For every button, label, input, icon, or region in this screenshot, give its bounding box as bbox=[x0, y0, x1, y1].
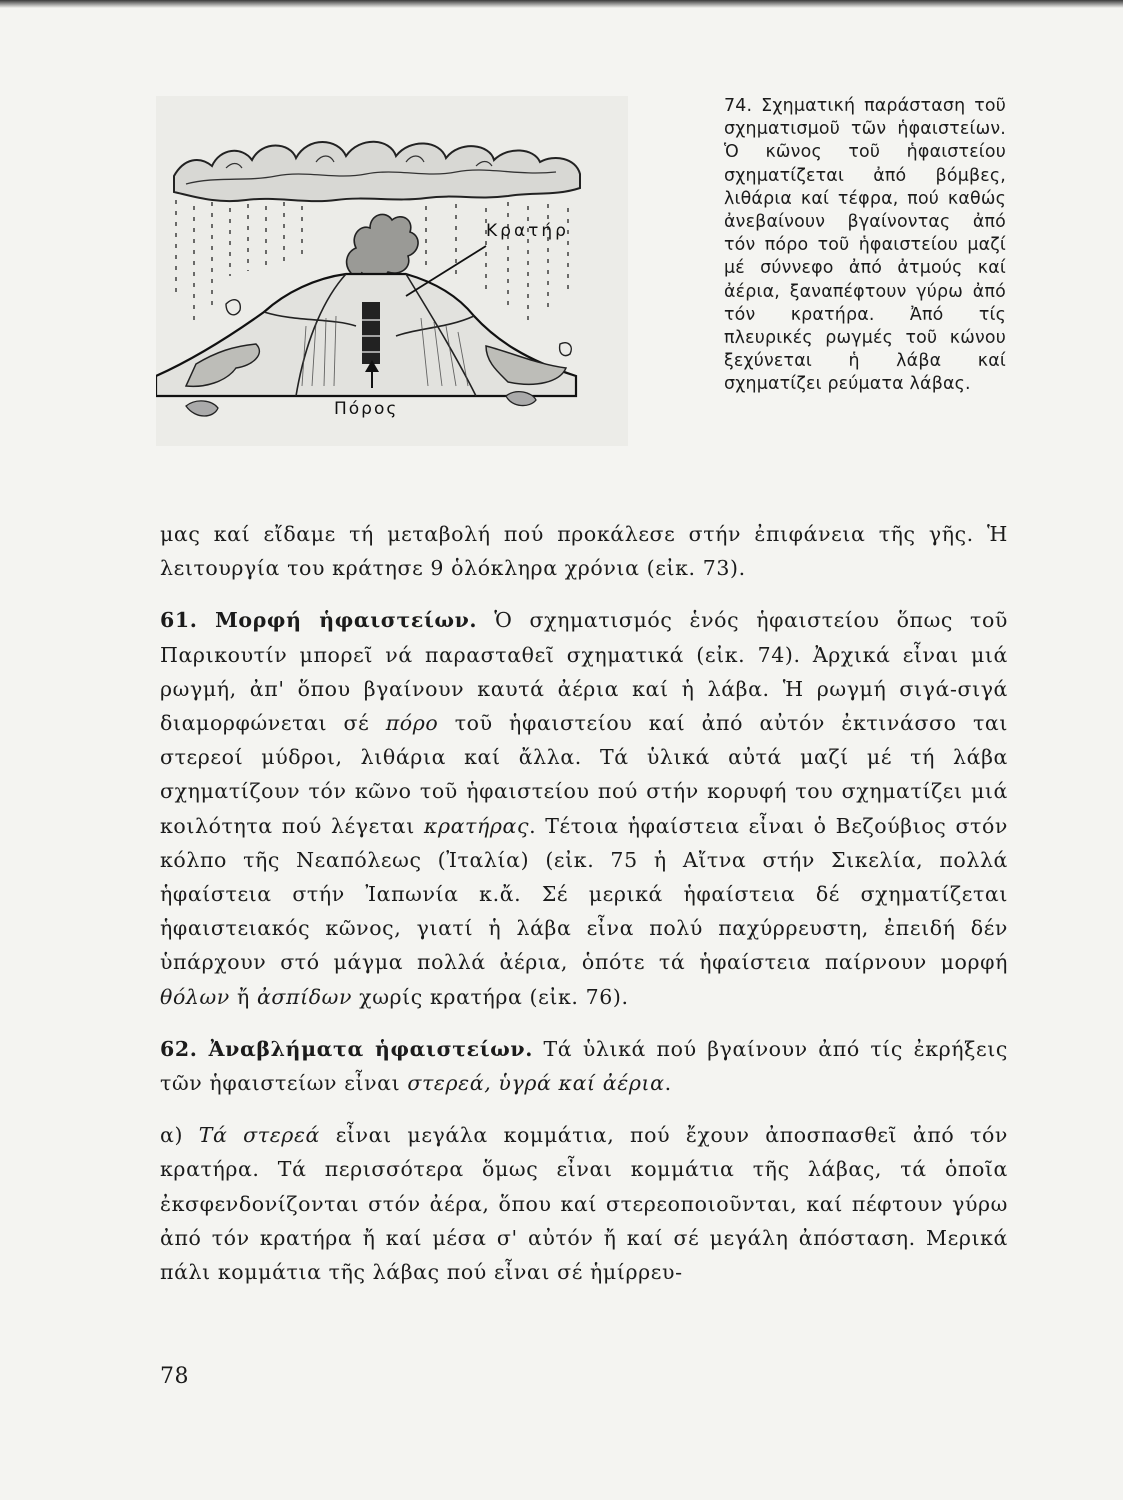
section-62 bbox=[160, 1032, 1008, 1100]
crater-pointer bbox=[406, 246, 486, 296]
section-62-text: . bbox=[664, 1071, 672, 1096]
term-states: στερεά, ὑγρά καί ἀέρια bbox=[407, 1071, 665, 1096]
term-poros: πόρο bbox=[385, 711, 439, 736]
body-text bbox=[160, 517, 1008, 1289]
paragraph-alpha-text: εἶναι μεγάλα κομμάτια, πού ἔχουν ἀποσπασθεῖ ἀπό τόν κρατήρα. Τά περισσότερα ὅμως εἶναι κομμάτια τῆς λάβας, τά ὁποῖα ἐκσφενδονίζονται στόν ἀέρα, ὅπου καί στερεοποιοῦνται, καί πέφτουν γύρω ἀπό τόν κρατήρα ἤ καί μέσα σ' αὐτόν ἤ καί σέ μεγάλη ἀπόσταση. Μερικά πάλι κομμάτια τῆς λάβας πού εἶναι σέ ἡμίρρευ- bbox=[160, 1123, 1008, 1285]
scan-top-edge bbox=[0, 0, 1123, 8]
paragraph-alpha-marker: α) bbox=[160, 1123, 199, 1148]
figure-caption: 74. Σχηματική παράσταση τοῦ σχηματισμοῦ τῶν ἡφαιστείων. Ὁ κῶνος τοῦ ἡφαιστείου σχηματίζεται ἀπό βόμβες, λιθάρια καί τέφρα, πού καθώς ἀνεβαίνουν βγαίνοντας ἀπό τόν πόρο τοῦ ἡφαιστείου μαζί μέ σύννεφο ἀπό ἀτμούς καί ἀέρια, ξαναπέφτουν γύρω ἀπό τόν κρατήρα. Ἀπό τίς πλευρικές ρωγμές τοῦ κώνου ξεχύνεται ἡ λάβα καί σχηματίζει ρεύματα λάβας. bbox=[724, 96, 1006, 395]
eruption-plume bbox=[347, 214, 418, 280]
section-61 bbox=[160, 603, 1008, 1013]
term-tholon: θόλων bbox=[160, 984, 230, 1009]
volcano-diagram bbox=[156, 96, 628, 446]
term-solids: Τά στερεά bbox=[198, 1123, 320, 1148]
pore-label: Πόρος bbox=[334, 399, 399, 419]
section-61-heading: 61. Μορφή ἡφαιστείων. bbox=[160, 608, 478, 633]
section-62-text: Τά ὑλικά πού βγαίνουν ἀπό τίς ἐκρήξεις τῶν ἡφαιστείων εἶναι bbox=[160, 1036, 1008, 1096]
section-61-text: ἤ bbox=[229, 984, 257, 1009]
volcano-conduit bbox=[362, 302, 380, 364]
crater-label: Κρατήρ bbox=[486, 221, 569, 241]
paragraph-alpha bbox=[160, 1118, 1008, 1289]
section-61-text: τοῦ ἡφαιστείου καί ἀπό αὐτόν ἐκτινάσσο ται στερεοί μύδροι, λιθάρια καί ἄλλα. Τά ὑλικά αὐτά μαζί μέ τή λάβα σχηματίζουν τόν κῶνο τοῦ ἡφαιστείου πού στήν κορυφή του σχηματίζει μιά κοιλότητα πού λέγεται bbox=[160, 711, 1008, 838]
paragraph-continued: μας καί εἴδαμε τή μεταβολή πού προκάλεσε στήν ἐπιφάνεια τῆς γῆς. Ἡ λειτουργία του κράτησε 9 ὁλόκληρα χρόνια (εἰκ. 73). bbox=[160, 522, 1008, 581]
section-61-text: χωρίς κρατήρα (εἰκ. 76). bbox=[352, 984, 629, 1009]
section-61-text: . Τέτοια ἡφαίστεια εἶναι ὁ Βεζούβιος στόν κόλπο τῆς Νεαπόλεως (Ἰταλία) (εἰκ. 75 ἡ Αἴτνα στήν Σικελία, πολλά ἡφαίστεια στήν Ἰαπωνία κ.ἄ. Σέ μερικά ἡφαίστεια δέ σχηματίζεται ἡφαιστειακός κῶνος, γιατί ἡ λάβα εἶνα πολύ παχύρρευστη, ἐπειδή δέν ὑπάρχουν στό μάγμα πολλά ἀέρια, ὁπότε τά ἡφαίστεια παίρνουν μορφή bbox=[160, 813, 1008, 975]
term-aspidon: ἀσπίδων bbox=[256, 984, 353, 1009]
volcano-figure bbox=[156, 96, 628, 446]
section-61-text: Ὁ σχηματισμός ἑνός ἡφαιστείου ὅπως τοῦ Παρικουτίν μπορεῖ νά παρασταθεῖ σχηματικά (εἰκ. 74). Ἀρχικά εἶναι μιά ρωγμή, ἀπ' ὅπου βγαίνουν καυτά ἀέρια καί ἡ λάβα. Ἡ ρωγμή σιγά-σιγά διαμορφώνεται σέ bbox=[160, 608, 1008, 736]
term-kratiras: κρατήρας bbox=[423, 813, 530, 838]
ash-cloud bbox=[174, 142, 580, 201]
section-62-heading: 62. Ἀναβλήματα ἡφαιστείων. bbox=[160, 1036, 533, 1061]
page-number: 78 bbox=[160, 1364, 189, 1389]
